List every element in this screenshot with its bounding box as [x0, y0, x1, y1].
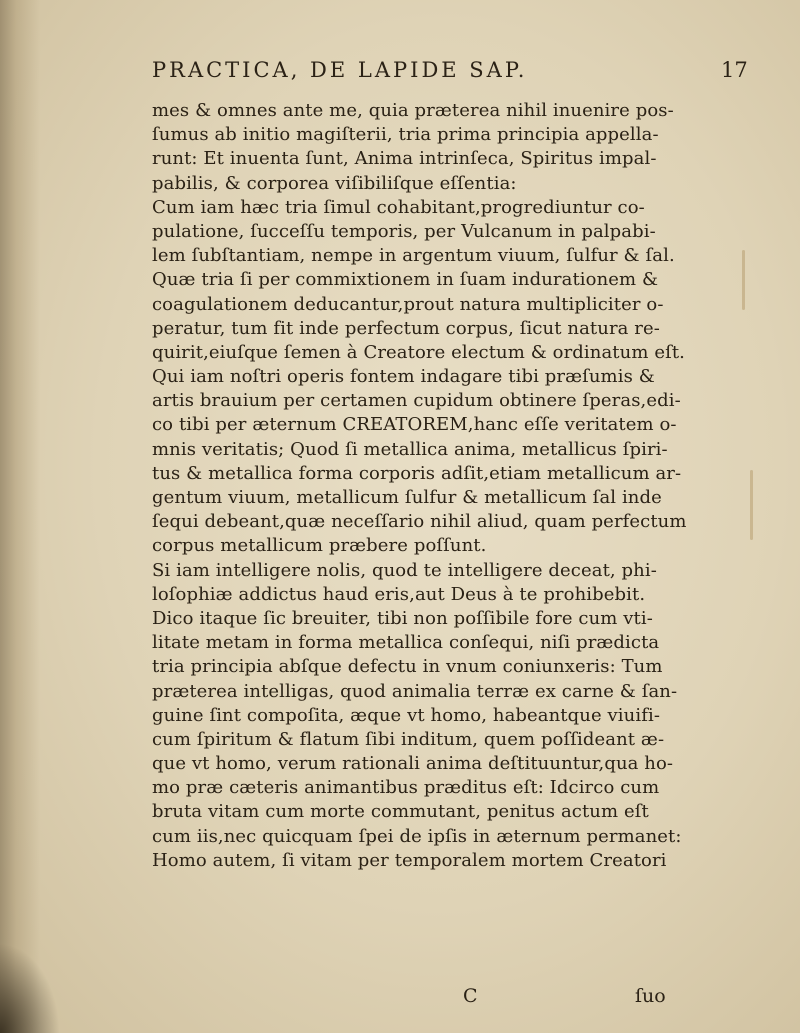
text-line: ſequi debeant,quæ neceſſario nihil aliud, quam perfectum — [152, 511, 687, 533]
text-line: tus & metallica forma corporis adſit,etiam metallicum ar- — [152, 462, 682, 484]
text-line: Si iam intelligere nolis, quod te intelligere deceat, phi- — [152, 559, 657, 581]
text-line: tria principia abſque defectu in vnum coniunxeris: Tum — [152, 656, 663, 678]
text-line: quirit,eiuſque ſemen à Creatore electum & ordinatum eſt. — [152, 341, 685, 363]
text-line: lem ſubſtantiam, nempe in argentum viuum, ſulfur & ſal. — [152, 245, 675, 267]
text-line: cum ſpiritum & flatum ſibi inditum, quem poſſideant æ- — [152, 728, 665, 750]
text-line: Cum iam hæc tria ſimul cohabitant,progrediuntur co- — [152, 196, 645, 218]
text-line: que vt homo, verum rationali anima deſtituuntur,qua ho- — [152, 753, 674, 775]
page-footer — [463, 985, 666, 1007]
text-line: litate metam in forma metallica conſequi, niſi prædicta — [152, 632, 660, 654]
text-line: mo præ cæteris animantibus præditus eſt: Idcirco cum — [152, 777, 660, 799]
text-line: Dico itaque ſic breuiter, tibi non poſſibile fore cum vti- — [152, 607, 653, 629]
text-line: pulatione, ſucceſſu temporis, per Vulcanum in palpabi- — [152, 220, 656, 242]
text-line: Qui iam noſtri operis fontem indagare tibi præſumis & — [152, 366, 655, 388]
text-line: cum iis,nec quicquam ſpei de ipſis in æternum permanet: — [152, 825, 682, 847]
page-number: 17 — [721, 58, 748, 82]
text-line: ſumus ab initio magiſterii, tria prima principia appella- — [152, 124, 659, 146]
signature-mark: C — [463, 985, 478, 1007]
text-line: bruta vitam cum morte commutant, penitus actum eſt — [152, 801, 649, 823]
corner-shadow — [0, 943, 60, 1033]
catchword: ſuo — [635, 985, 666, 1007]
text-line: pabilis, & corporea viſibiliſque eſſentia: — [152, 172, 517, 194]
text-line: mnis veritatis; Quod ſi metallica anima, metallicus ſpiri- — [152, 438, 668, 460]
gutter-shadow — [0, 0, 40, 1033]
body-text — [152, 99, 782, 873]
text-line: guine ſint compoſita, æque vt homo, habeantque viuifi- — [152, 704, 661, 726]
text-line: coagulationem deducantur,prout natura multipliciter o- — [152, 293, 664, 315]
text-line: peratur, tum fit inde perfectum corpus, ſicut natura re- — [152, 317, 660, 339]
text-line: runt: Et inuenta ſunt, Anima intrinſeca, Spiritus impal- — [152, 148, 657, 170]
text-line: præterea intelligas, quod animalia terræ ex carne & ſan- — [152, 680, 678, 702]
text-line: mes & omnes ante me, quia præterea nihil inuenire pos- — [152, 100, 674, 121]
text-line: co tibi per æternum CREATOREM,hanc eſſe veritatem o- — [152, 414, 677, 436]
text-line: gentum viuum, metallicum ſulfur & metallicum ſal inde — [152, 487, 662, 508]
text-line: Quæ tria ſi per commixtionem in ſuam indurationem & — [152, 269, 659, 291]
text-line: artis brauium per certamen cupidum obtinere ſperas,edi- — [152, 390, 681, 412]
text-line: Homo autem, ſi vitam per temporalem mortem Creatori — [152, 849, 667, 871]
running-head — [152, 58, 752, 88]
running-title: PRACTICA, DE LAPIDE SAP. — [152, 58, 528, 82]
text-line: loſophiæ addictus haud eris,aut Deus à te prohibebit. — [152, 583, 646, 605]
text-line: corpus metallicum præbere poſſunt. — [152, 535, 487, 557]
